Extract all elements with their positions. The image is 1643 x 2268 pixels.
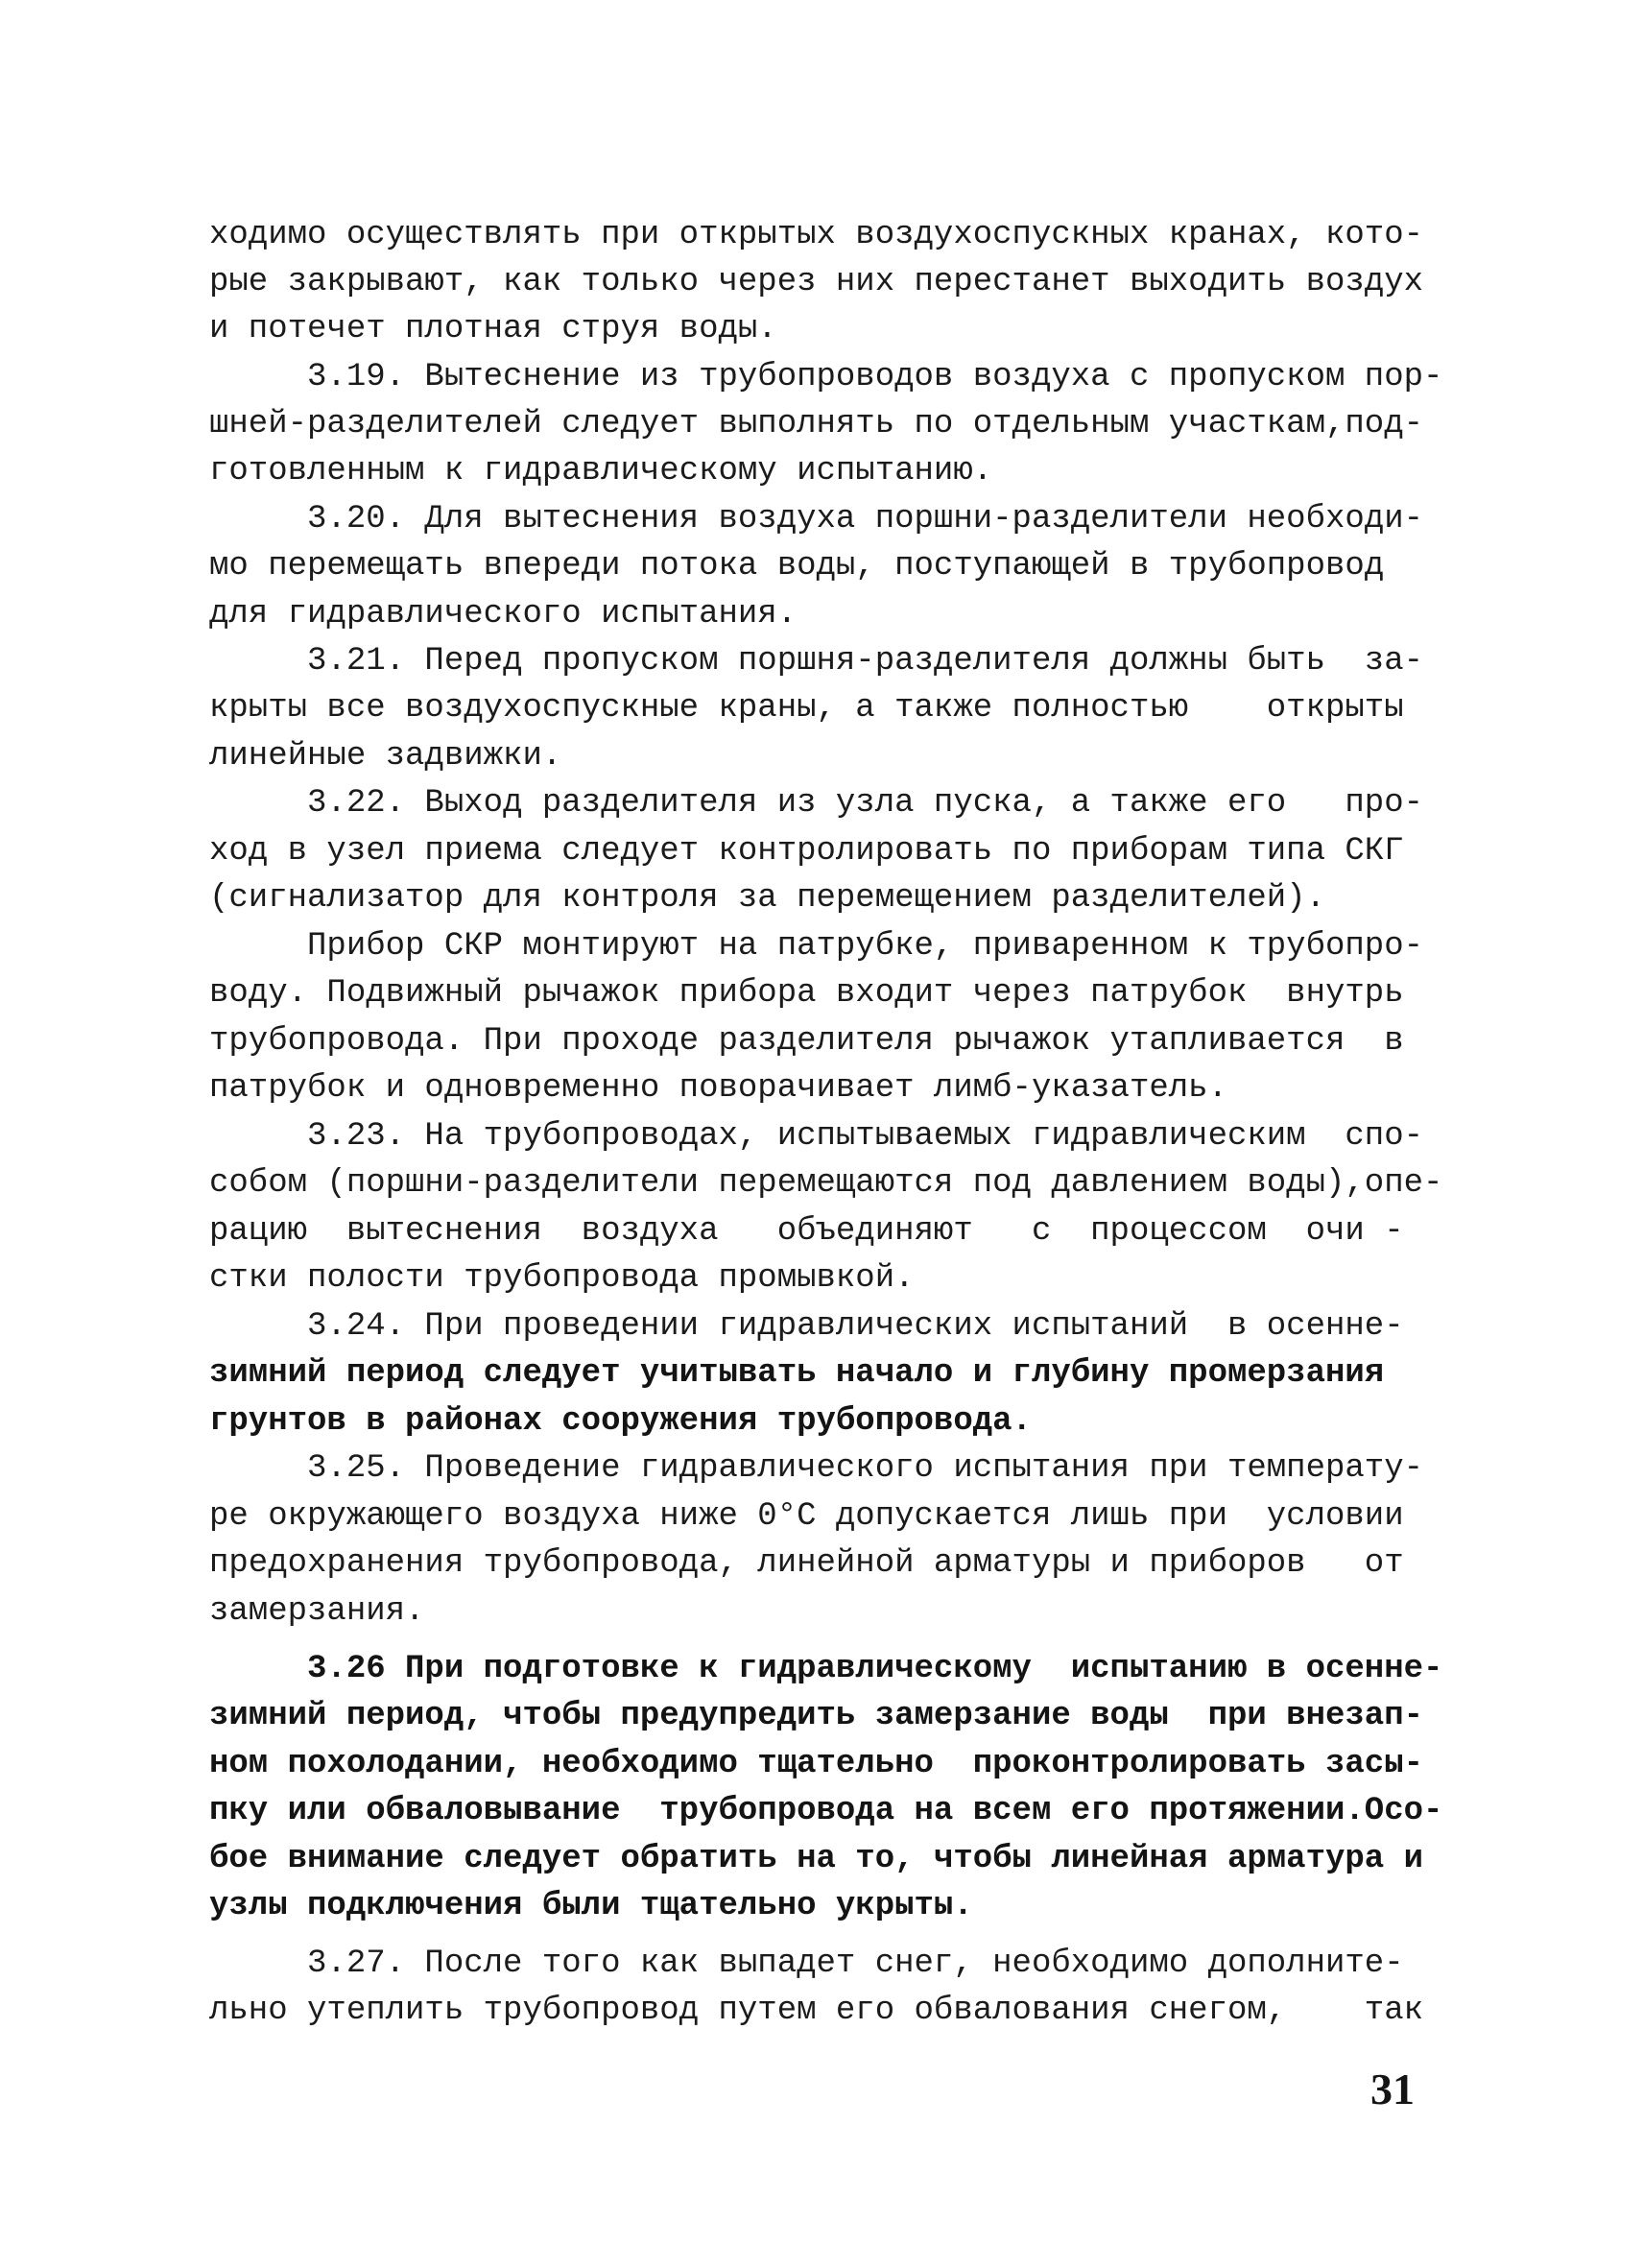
text-line: бое внимание следует обратить на то, чтобы линейная арматура и [209,1841,1424,1877]
text-line: пку или обваловывание трубопровода на всем его протяжении.Осо- [209,1793,1443,1829]
text-line: 3.23. На трубопроводах, испытываемых гидравлическим спо- [209,1118,1424,1155]
text-line: ном похолодании, необходимо тщательно проконтролировать засы- [209,1746,1424,1782]
text-line: Прибор СКР монтируют на патрубке, приваренном к трубопро- [209,928,1424,965]
text-line: 3.22. Выход разделителя из узла пуска, а также его про- [209,785,1424,822]
text-line: 3.19. Вытеснение из трубопроводов воздуха с пропуском пор- [209,359,1443,395]
text-line: (сигнализатор для контроля за перемещением разделителей). [209,880,1325,917]
text-line: готовленным к гидравлическому испытанию. [209,453,993,489]
text-line: 3.21. Перед пропуском поршня-разделителя должны быть за- [209,643,1424,680]
text-line: узлы подключения были тщательно укрыты. [209,1888,973,1924]
text-line: ход в узел приема следует контролировать по приборам типа СКГ [209,833,1404,870]
text-line: льно утеплить трубопровод путем его обвалования снегом, так [209,1993,1424,2029]
text-line: трубопровода. При проходе разделителя рычажок утапливается в [209,1023,1404,1060]
text-line: для гидравлического испытания. [209,596,798,633]
text-line: грунтов в районах сооружения трубопровода. [209,1403,1032,1440]
text-line: 3.24. При проведении гидравлических испытаний в осенне- [209,1308,1404,1345]
text-line: шней-разделителей следует выполнять по отдельным участкам,под- [209,406,1424,442]
text-line: 3.25. Проведение гидравлического испытания при температу- [209,1450,1424,1487]
text-line: собом (поршни-разделители перемещаются под давлением воды),опе- [209,1165,1443,1202]
text-line: крыты все воздухоспускные краны, а также полностью открыты [209,690,1404,727]
text-line: и потечет плотная струя воды. [209,311,777,347]
text-line: ре окружающего воздуха ниже 0°С допускается лишь при условии [209,1498,1404,1535]
text-line: линейные задвижки. [209,738,562,775]
text-line: воду. Подвижный рычажок прибора входит через патрубок внутрь [209,975,1404,1012]
text-line: зимний период следует учитывать начало и глубину промерзания [209,1355,1385,1392]
text-line: рые закрывают, как только через них перестанет выходить воздух [209,264,1424,300]
text-line: предохранения трубопровода, линейной арматуры и приборов от [209,1545,1404,1582]
text-line: патрубок и одновременно поворачивает лимб-указатель. [209,1070,1227,1107]
text-line: замерзания. [209,1593,425,1630]
text-line: 3.20. Для вытеснения воздуха поршни-разделители необходи- [209,501,1424,537]
text-line: 3.26 При подготовке к гидравлическому испытанию в осенне- [209,1651,1443,1687]
text-line: мо перемещать впереди потока воды, поступающей в трубопровод [209,548,1385,585]
text-line: ходимо осуществлять при открытых воздухоспускных кранах, кото- [209,217,1424,253]
page-number: 31 [1370,2065,1415,2113]
text-line: стки полости трубопровода промывкой. [209,1260,915,1297]
text-line: 3.27. После того как выпадет снег, необходимо дополните- [209,1946,1404,1982]
text-line: зимний период, чтобы предупредить замерзание воды при внезап- [209,1698,1424,1734]
text-line: рацию вытеснения воздуха объединяют с процессом очи - [209,1213,1404,1250]
